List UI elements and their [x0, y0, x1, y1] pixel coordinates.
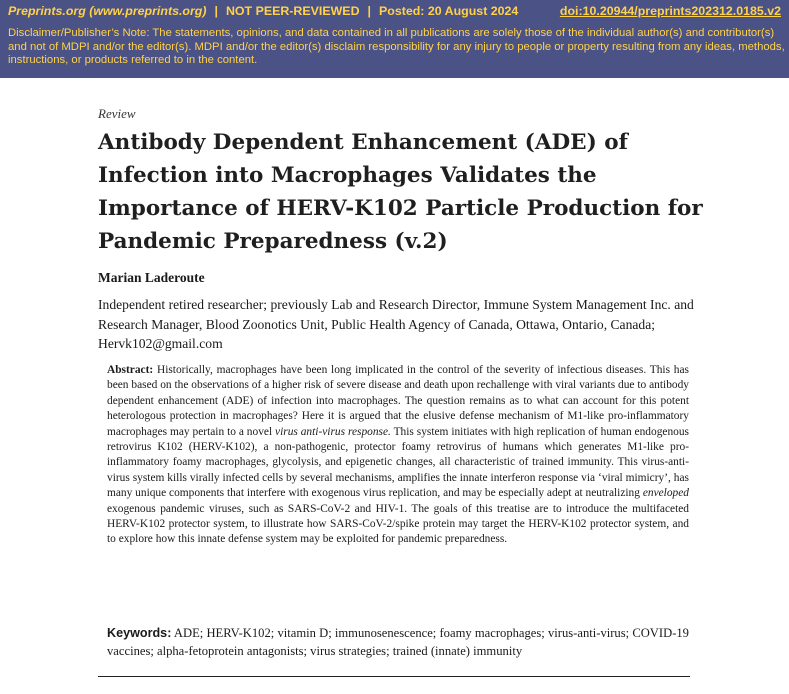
abstract-text: This system initiates with high replication of human endogenous retrovirus K102 (HERV-K102), a non-pathogenic, protector foamy retrovirus of humans which generates M1-like pro-inflammatory foamy macrophages, glycolysis, and epigenetic changes, all characteristic of trained immunity. This virus-anti-virus system kills virally infected cells by several mechanisms, amplifies the innate interferon response via ‘viral mimicry’, has many unique components that interfere with exogenous virus replication, and may be especially adept at neutralizing — [107, 425, 689, 500]
article-type: Review — [98, 106, 136, 121]
keywords-text: ADE; HERV-K102; vitamin D; immunosenescence; foamy macrophages; virus-anti-virus; COVID-19 vaccines; alpha-fetoprotein antagonists; virus strategies; trained (innate) immunity — [107, 626, 689, 659]
preprint-banner — [0, 0, 789, 78]
abstract-label: Abstract: — [107, 364, 154, 376]
abstract-emphasis: enveloped — [642, 487, 689, 500]
abstract-text: Historically, macrophages have been long implicated in the control of the severity of infectious diseases. This has been based on the observations of a higher risk of severe disease and death upon rechallenge with viral variants due to antibody dependent enhancement (ADE) of infection into macrophages. The question remains as to what can account for this potent heterologous protection in macrophages? Here it is argued that the elusive defense mechanism of M1-like pro-inflammatory macrophages may pertain to a novel — [107, 364, 689, 438]
separator: | — [367, 4, 371, 18]
site-link[interactable]: Preprints.org (www.preprints.org) — [8, 4, 207, 18]
divider-line — [98, 676, 690, 677]
article-title: Antibody Dependent Enhancement (ADE) of Infection into Macrophages Validates the Importance of HERV-K102 Particle Production for Pandemic Preparedness (v.2) — [98, 130, 703, 254]
abstract-emphasis: virus anti-virus response. — [275, 425, 391, 438]
keywords-label: Keywords: — [107, 626, 172, 640]
author-affiliation: Independent retired researcher; previously Lab and Research Director, Immune System Management Inc. and Research Manager, Blood Zoonotics Unit, Public Health Agency of Canada, Ottawa, Ontario, Canada; Hervk102@gmail.com — [98, 297, 694, 351]
author-name: Marian Laderoute — [98, 270, 205, 285]
banner-header-line — [8, 4, 781, 22]
posted-date: Posted: 20 August 2024 — [379, 4, 519, 18]
publisher-disclaimer: Disclaimer/Publisher’s Note: The statements, opinions, and data contained in all publications are solely those of the individual author(s) and contributor(s) and not of MDPI and/or the editor(s). MDPI and/or the editor(s) disclaim responsibility for any injury to people or property resulting from any ideas, methods, instructions, or products referred to in the content. — [8, 27, 785, 67]
doi-link[interactable]: doi:10.20944/preprints202312.0185.v2 — [559, 4, 781, 18]
peer-review-status: NOT PEER-REVIEWED — [225, 4, 360, 18]
abstract-text: exogenous pandemic viruses, such as SARS-CoV-2 and HIV-1. The goals of this treatise are to introduce the multifaceted HERV-K102 protector system, to illustrate how SARS-CoV-2/spike protein may target the HERV-K102 protector system, and to explore how this innate defense system may be exploited for pandemic preparedness. — [107, 502, 689, 546]
separator: | — [214, 4, 218, 18]
abstract — [107, 363, 689, 548]
keywords — [107, 624, 689, 660]
